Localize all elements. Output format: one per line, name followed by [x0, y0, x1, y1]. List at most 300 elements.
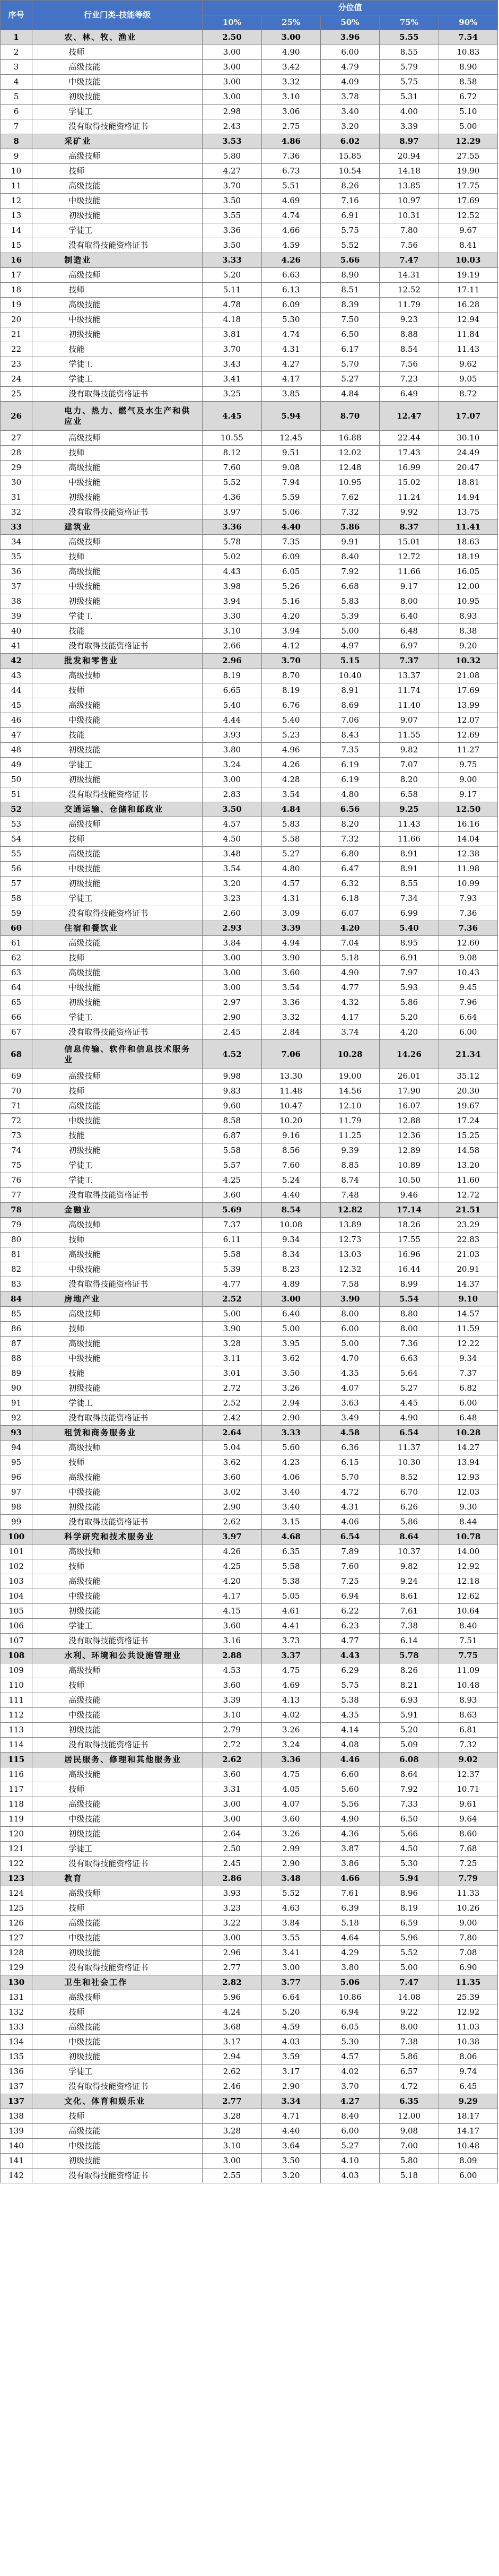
- skill-level-cell: 技师: [32, 1678, 203, 1693]
- value-cell-p50: 6.05: [320, 2020, 379, 2035]
- value-cell-p50: 4.29: [320, 1946, 379, 1961]
- value-cell-p50: 6.91: [320, 209, 379, 223]
- value-cell-p25: 5.83: [261, 817, 320, 832]
- value-cell-p75: 8.37: [380, 520, 439, 535]
- skill-level-row: [1, 1663, 498, 1678]
- skill-level-cell: 学徒工: [32, 1173, 203, 1188]
- value-cell-p75: 12.88: [380, 1114, 439, 1129]
- value-cell-p25: 4.74: [261, 209, 320, 223]
- value-cell-p75: 4.50: [380, 1842, 439, 1857]
- skill-level-cell: 学徒工: [32, 1842, 203, 1857]
- value-cell-p10: 3.36: [203, 223, 261, 238]
- value-cell-p50: 5.39: [320, 609, 379, 624]
- value-cell-p75: 15.01: [380, 535, 439, 550]
- value-cell-p25: 3.90: [261, 951, 320, 966]
- value-cell-p25: 6.13: [261, 283, 320, 298]
- skill-level-cell: 没有取得技能资格证书: [32, 2079, 203, 2094]
- value-cell-p50: 3.40: [320, 105, 379, 119]
- value-cell-p75: 8.00: [380, 594, 439, 609]
- value-cell-p25: 3.95: [261, 1337, 320, 1351]
- skill-level-row: [1, 105, 498, 119]
- skill-level-cell: 高级技师: [32, 149, 203, 164]
- value-cell-p90: 9.34: [439, 1351, 497, 1366]
- value-cell-p25: 4.89: [261, 1277, 320, 1292]
- value-cell-p75: 9.82: [380, 1559, 439, 1574]
- value-cell-p50: 11.79: [320, 1114, 379, 1129]
- value-cell-p25: 3.00: [261, 30, 320, 45]
- row-index-cell: 9: [1, 149, 32, 164]
- value-cell-p50: 5.60: [320, 1782, 379, 1797]
- skill-level-row: [1, 372, 498, 387]
- value-cell-p25: 11.48: [261, 1084, 320, 1099]
- value-cell-p50: 3.63: [320, 1396, 379, 1411]
- value-cell-p10: 3.00: [203, 981, 261, 995]
- value-cell-p10: 3.23: [203, 891, 261, 906]
- value-cell-p50: 6.29: [320, 1663, 379, 1678]
- value-cell-p25: 4.41: [261, 1619, 320, 1634]
- row-index-cell: 17: [1, 268, 32, 283]
- value-cell-p50: 6.60: [320, 1767, 379, 1782]
- value-cell-p10: 3.81: [203, 327, 261, 342]
- value-cell-p90: 7.93: [439, 891, 497, 906]
- row-index-cell: 16: [1, 253, 32, 268]
- value-cell-p90: 13.99: [439, 698, 497, 713]
- skill-level-cell: 技师: [32, 1322, 203, 1337]
- skill-level-row: [1, 1708, 498, 1723]
- skill-level-row: [1, 2035, 498, 2050]
- value-cell-p50: 4.43: [320, 1649, 379, 1663]
- value-cell-p50: 4.08: [320, 1738, 379, 1753]
- value-cell-p75: 6.63: [380, 1351, 439, 1366]
- value-cell-p25: 5.27: [261, 847, 320, 862]
- skill-level-row: [1, 2079, 498, 2094]
- value-cell-p50: 4.35: [320, 1366, 379, 1381]
- value-cell-p50: 10.28: [320, 1040, 379, 1069]
- value-cell-p25: 3.26: [261, 1723, 320, 1738]
- row-index-cell: 32: [1, 505, 32, 520]
- industry-row: [1, 402, 498, 431]
- value-cell-p90: 8.09: [439, 2154, 497, 2169]
- skill-level-cell: 初级技能: [32, 1381, 203, 1396]
- value-cell-p25: 4.74: [261, 327, 320, 342]
- row-index-cell: 3: [1, 60, 32, 75]
- value-cell-p25: 8.34: [261, 1247, 320, 1262]
- skill-level-cell: 中级技能: [32, 1931, 203, 1946]
- skill-level-row: [1, 119, 498, 134]
- value-cell-p75: 5.86: [380, 1515, 439, 1530]
- value-cell-p25: 3.70: [261, 654, 320, 669]
- skill-level-cell: 高级技能: [32, 1574, 203, 1589]
- value-cell-p25: 5.94: [261, 402, 320, 431]
- value-cell-p90: 13.20: [439, 1158, 497, 1173]
- value-cell-p25: 10.20: [261, 1114, 320, 1129]
- skill-level-row: [1, 2020, 498, 2035]
- value-cell-p75: 8.61: [380, 1589, 439, 1604]
- skill-level-cell: 学徒工: [32, 1396, 203, 1411]
- value-cell-p25: 3.26: [261, 1827, 320, 1842]
- value-cell-p50: 6.56: [320, 802, 379, 817]
- value-cell-p10: 2.45: [203, 1025, 261, 1040]
- value-cell-p50: 12.48: [320, 461, 379, 475]
- value-cell-p75: 11.40: [380, 698, 439, 713]
- value-cell-p10: 5.58: [203, 1143, 261, 1158]
- value-cell-p90: 25.39: [439, 1990, 497, 2005]
- value-cell-p90: 17.69: [439, 683, 497, 698]
- value-cell-p75: 6.97: [380, 639, 439, 654]
- value-cell-p90: 12.72: [439, 1188, 497, 1203]
- skill-level-cell: 中级技能: [32, 1114, 203, 1129]
- value-cell-p50: 13.89: [320, 1218, 379, 1233]
- value-cell-p25: 4.20: [261, 609, 320, 624]
- value-cell-p25: 4.31: [261, 891, 320, 906]
- value-cell-p10: 2.60: [203, 906, 261, 921]
- skill-level-row: [1, 1485, 498, 1500]
- value-cell-p90: 12.93: [439, 1470, 497, 1485]
- value-cell-p90: 12.50: [439, 802, 497, 817]
- value-cell-p50: 19.00: [320, 1069, 379, 1084]
- row-index-cell: 51: [1, 787, 32, 802]
- value-cell-p50: 6.00: [320, 45, 379, 60]
- row-index-cell: 95: [1, 1455, 32, 1470]
- value-cell-p10: 4.44: [203, 713, 261, 728]
- row-index-cell: 98: [1, 1500, 32, 1515]
- value-cell-p90: 12.94: [439, 313, 497, 327]
- skill-level-row: [1, 179, 498, 194]
- value-cell-p50: 5.18: [320, 1916, 379, 1931]
- skill-level-row: [1, 1158, 498, 1173]
- row-index-cell: 55: [1, 847, 32, 862]
- skill-level-cell: 技师: [32, 1901, 203, 1916]
- value-cell-p10: 3.25: [203, 387, 261, 402]
- skill-level-row: [1, 461, 498, 475]
- industry-name-cell: 电力、热力、燃气及水生产和供应业: [32, 402, 203, 431]
- value-cell-p10: 3.98: [203, 579, 261, 594]
- value-cell-p90: 7.37: [439, 1366, 497, 1381]
- value-cell-p25: 4.84: [261, 802, 320, 817]
- skill-level-cell: 技师: [32, 2109, 203, 2124]
- row-index-cell: 75: [1, 1158, 32, 1173]
- industry-name-cell: 交通运输、仓储和邮政业: [32, 802, 203, 817]
- skill-level-cell: 学徒工: [32, 372, 203, 387]
- skill-level-cell: 高级技师: [32, 1218, 203, 1233]
- skill-level-cell: 高级技能: [32, 966, 203, 981]
- value-cell-p75: 6.50: [380, 1812, 439, 1827]
- row-index-cell: 27: [1, 431, 32, 446]
- value-cell-p25: 5.23: [261, 728, 320, 743]
- value-cell-p50: 5.18: [320, 951, 379, 966]
- value-cell-p10: 3.60: [203, 1767, 261, 1782]
- column-header-p90: 90%: [439, 15, 497, 30]
- row-index-cell: 142: [1, 2169, 32, 2183]
- value-cell-p25: 4.02: [261, 1708, 320, 1723]
- value-cell-p10: 2.42: [203, 1411, 261, 1426]
- value-cell-p25: 6.09: [261, 298, 320, 313]
- value-cell-p10: 3.80: [203, 743, 261, 758]
- row-index-cell: 38: [1, 594, 32, 609]
- industry-name-cell: 制造业: [32, 253, 203, 268]
- skill-level-row: [1, 268, 498, 283]
- skill-level-cell: 中级技能: [32, 862, 203, 877]
- value-cell-p75: 5.79: [380, 60, 439, 75]
- skill-level-cell: 高级技师: [32, 431, 203, 446]
- skill-level-row: [1, 2169, 498, 2183]
- skill-level-row: [1, 1188, 498, 1203]
- skill-level-row: [1, 624, 498, 639]
- row-index-cell: 45: [1, 698, 32, 713]
- value-cell-p25: 3.36: [261, 995, 320, 1010]
- row-index-cell: 81: [1, 1247, 32, 1262]
- row-index-cell: 71: [1, 1099, 32, 1114]
- value-cell-p50: 3.20: [320, 119, 379, 134]
- value-cell-p50: 4.72: [320, 1485, 379, 1500]
- skill-level-cell: 没有取得技能资格证书: [32, 1188, 203, 1203]
- value-cell-p75: 10.37: [380, 1545, 439, 1559]
- value-cell-p25: 4.59: [261, 2020, 320, 2035]
- value-cell-p75: 11.79: [380, 298, 439, 313]
- value-cell-p25: 5.00: [261, 1322, 320, 1337]
- value-cell-p10: 4.43: [203, 565, 261, 579]
- value-cell-p75: 5.80: [380, 2154, 439, 2169]
- value-cell-p50: 6.39: [320, 1901, 379, 1916]
- skill-level-cell: 初级技能: [32, 2154, 203, 2169]
- value-cell-p75: 10.31: [380, 209, 439, 223]
- skill-level-cell: 学徒工: [32, 758, 203, 773]
- skill-level-row: [1, 2065, 498, 2079]
- value-cell-p75: 4.00: [380, 105, 439, 119]
- value-cell-p90: 12.22: [439, 1337, 497, 1351]
- value-cell-p90: 11.43: [439, 342, 497, 357]
- value-cell-p75: 4.90: [380, 1411, 439, 1426]
- value-cell-p75: 6.59: [380, 1916, 439, 1931]
- value-cell-p50: 7.92: [320, 565, 379, 579]
- skill-level-row: [1, 981, 498, 995]
- value-cell-p10: 7.60: [203, 461, 261, 475]
- row-index-cell: 87: [1, 1337, 32, 1351]
- value-cell-p25: 3.50: [261, 2154, 320, 2169]
- value-cell-p10: 2.64: [203, 1827, 261, 1842]
- row-index-cell: 20: [1, 313, 32, 327]
- value-cell-p25: 4.26: [261, 758, 320, 773]
- value-cell-p75: 18.26: [380, 1218, 439, 1233]
- value-cell-p25: 6.64: [261, 1990, 320, 2005]
- row-index-cell: 30: [1, 475, 32, 490]
- value-cell-p10: 5.11: [203, 283, 261, 298]
- row-index-cell: 79: [1, 1218, 32, 1233]
- skill-level-row: [1, 1619, 498, 1634]
- value-cell-p10: 4.15: [203, 1604, 261, 1619]
- value-cell-p75: 7.00: [380, 2139, 439, 2154]
- skill-level-cell: 高级技能: [32, 1099, 203, 1114]
- value-cell-p50: 13.03: [320, 1247, 379, 1262]
- skill-level-cell: 高级技师: [32, 1069, 203, 1084]
- value-cell-p25: 3.00: [261, 1961, 320, 1975]
- value-cell-p10: 4.53: [203, 1663, 261, 1678]
- value-cell-p90: 19.90: [439, 164, 497, 179]
- value-cell-p50: 5.56: [320, 1797, 379, 1812]
- value-cell-p25: 7.94: [261, 475, 320, 490]
- skill-level-row: [1, 817, 498, 832]
- row-index-cell: 42: [1, 654, 32, 669]
- skill-level-row: [1, 758, 498, 773]
- value-cell-p90: 9.45: [439, 981, 497, 995]
- value-cell-p90: 6.00: [439, 1025, 497, 1040]
- skill-level-cell: 高级技能: [32, 179, 203, 194]
- value-cell-p10: 6.65: [203, 683, 261, 698]
- value-cell-p10: 3.23: [203, 1901, 261, 1916]
- value-cell-p10: 2.43: [203, 119, 261, 134]
- value-cell-p90: 6.45: [439, 2079, 497, 2094]
- value-cell-p25: 6.73: [261, 164, 320, 179]
- value-cell-p50: 5.70: [320, 357, 379, 372]
- value-cell-p75: 5.86: [380, 2050, 439, 2065]
- skill-level-cell: 初级技能: [32, 90, 203, 105]
- value-cell-p50: 11.25: [320, 1129, 379, 1143]
- row-index-cell: 21: [1, 327, 32, 342]
- skill-level-cell: 初级技能: [32, 594, 203, 609]
- value-cell-p25: 4.63: [261, 1901, 320, 1916]
- value-cell-p75: 6.93: [380, 1693, 439, 1708]
- value-cell-p10: 3.97: [203, 1530, 261, 1545]
- row-index-cell: 2: [1, 45, 32, 60]
- row-index-cell: 4: [1, 75, 32, 90]
- value-cell-p50: 6.19: [320, 773, 379, 787]
- value-cell-p10: 6.11: [203, 1233, 261, 1247]
- value-cell-p75: 6.70: [380, 1485, 439, 1500]
- value-cell-p25: 3.15: [261, 1515, 320, 1530]
- skill-level-row: [1, 357, 498, 372]
- value-cell-p75: 8.52: [380, 1470, 439, 1485]
- value-cell-p75: 4.72: [380, 2079, 439, 2094]
- value-cell-p50: 10.95: [320, 475, 379, 490]
- skill-level-row: [1, 951, 498, 966]
- value-cell-p25: 4.71: [261, 2109, 320, 2124]
- value-cell-p90: 20.47: [439, 461, 497, 475]
- skill-level-row: [1, 1247, 498, 1262]
- value-cell-p25: 8.19: [261, 683, 320, 698]
- value-cell-p50: 4.03: [320, 2169, 379, 2183]
- value-cell-p50: 3.49: [320, 1411, 379, 1426]
- skill-level-row: [1, 1812, 498, 1827]
- value-cell-p25: 3.06: [261, 105, 320, 119]
- value-cell-p10: 4.26: [203, 1545, 261, 1559]
- skill-level-cell: 高级技能: [32, 1767, 203, 1782]
- skill-level-row: [1, 1589, 498, 1604]
- value-cell-p75: 7.36: [380, 1337, 439, 1351]
- value-cell-p90: 19.19: [439, 268, 497, 283]
- value-cell-p10: 3.60: [203, 1619, 261, 1634]
- row-index-cell: 129: [1, 1961, 32, 1975]
- row-index-cell: 132: [1, 2005, 32, 2020]
- value-cell-p75: 10.30: [380, 1455, 439, 1470]
- value-cell-p25: 6.05: [261, 565, 320, 579]
- value-cell-p10: 2.52: [203, 1396, 261, 1411]
- row-index-cell: 117: [1, 1782, 32, 1797]
- value-cell-p75: 8.95: [380, 936, 439, 951]
- value-cell-p50: 6.15: [320, 1455, 379, 1470]
- skill-level-cell: 初级技能: [32, 995, 203, 1010]
- value-cell-p25: 3.41: [261, 1946, 320, 1961]
- value-cell-p25: 4.75: [261, 1663, 320, 1678]
- value-cell-p90: 21.03: [439, 1247, 497, 1262]
- skill-level-cell: 高级技能: [32, 1916, 203, 1931]
- value-cell-p90: 10.99: [439, 877, 497, 891]
- value-cell-p90: 7.36: [439, 906, 497, 921]
- skill-level-row: [1, 1114, 498, 1129]
- value-cell-p90: 6.90: [439, 1961, 497, 1975]
- value-cell-p75: 13.85: [380, 179, 439, 194]
- row-index-cell: 49: [1, 758, 32, 773]
- value-cell-p10: 4.25: [203, 1559, 261, 1574]
- value-cell-p10: 3.00: [203, 1797, 261, 1812]
- row-index-cell: 137: [1, 2094, 32, 2109]
- value-cell-p90: 12.18: [439, 1574, 497, 1589]
- value-cell-p90: 9.20: [439, 639, 497, 654]
- value-cell-p90: 12.52: [439, 209, 497, 223]
- value-cell-p25: 10.47: [261, 1099, 320, 1114]
- value-cell-p25: 4.07: [261, 1797, 320, 1812]
- row-index-cell: 137: [1, 2079, 32, 2094]
- value-cell-p10: 2.45: [203, 1857, 261, 1871]
- value-cell-p90: 9.29: [439, 2094, 497, 2109]
- value-cell-p50: 4.32: [320, 995, 379, 1010]
- value-cell-p90: 10.43: [439, 966, 497, 981]
- value-cell-p10: 4.20: [203, 1574, 261, 1589]
- skill-level-row: [1, 1129, 498, 1143]
- value-cell-p90: 7.96: [439, 995, 497, 1010]
- value-cell-p10: 3.00: [203, 75, 261, 90]
- value-cell-p25: 3.24: [261, 1738, 320, 1753]
- skill-level-cell: 高级技能: [32, 60, 203, 75]
- value-cell-p25: 4.96: [261, 743, 320, 758]
- column-header-p75: 75%: [380, 15, 439, 30]
- skill-level-cell: 初级技能: [32, 773, 203, 787]
- value-cell-p50: 12.82: [320, 1203, 379, 1218]
- value-cell-p50: 10.40: [320, 669, 379, 683]
- skill-level-row: [1, 683, 498, 698]
- row-index-cell: 99: [1, 1515, 32, 1530]
- value-cell-p10: 2.52: [203, 1292, 261, 1307]
- industry-row: [1, 1426, 498, 1441]
- value-cell-p90: 12.29: [439, 134, 497, 149]
- skill-level-cell: 没有取得技能资格证书: [32, 119, 203, 134]
- value-cell-p10: 5.58: [203, 1247, 261, 1262]
- row-index-cell: 44: [1, 683, 32, 698]
- value-cell-p50: 8.26: [320, 179, 379, 194]
- row-index-cell: 66: [1, 1010, 32, 1025]
- row-index-cell: 116: [1, 1767, 32, 1782]
- value-cell-p90: 6.81: [439, 1723, 497, 1738]
- skill-level-row: [1, 1901, 498, 1916]
- value-cell-p75: 7.47: [380, 253, 439, 268]
- value-cell-p10: 3.93: [203, 728, 261, 743]
- row-index-cell: 103: [1, 1574, 32, 1589]
- value-cell-p50: 4.80: [320, 787, 379, 802]
- value-cell-p90: 10.28: [439, 1426, 497, 1441]
- value-cell-p75: 8.20: [380, 773, 439, 787]
- value-cell-p90: 9.02: [439, 1753, 497, 1767]
- value-cell-p75: 12.47: [380, 402, 439, 431]
- value-cell-p90: 8.90: [439, 60, 497, 75]
- industry-name-cell: 科学研究和技术服务业: [32, 1530, 203, 1545]
- value-cell-p50: 4.31: [320, 1500, 379, 1515]
- value-cell-p25: 3.36: [261, 1753, 320, 1767]
- skill-level-row: [1, 1322, 498, 1337]
- value-cell-p50: 7.06: [320, 713, 379, 728]
- value-cell-p75: 3.39: [380, 119, 439, 134]
- value-cell-p50: 4.27: [320, 2094, 379, 2109]
- value-cell-p50: 7.61: [320, 1886, 379, 1901]
- skill-level-cell: 学徒工: [32, 1619, 203, 1634]
